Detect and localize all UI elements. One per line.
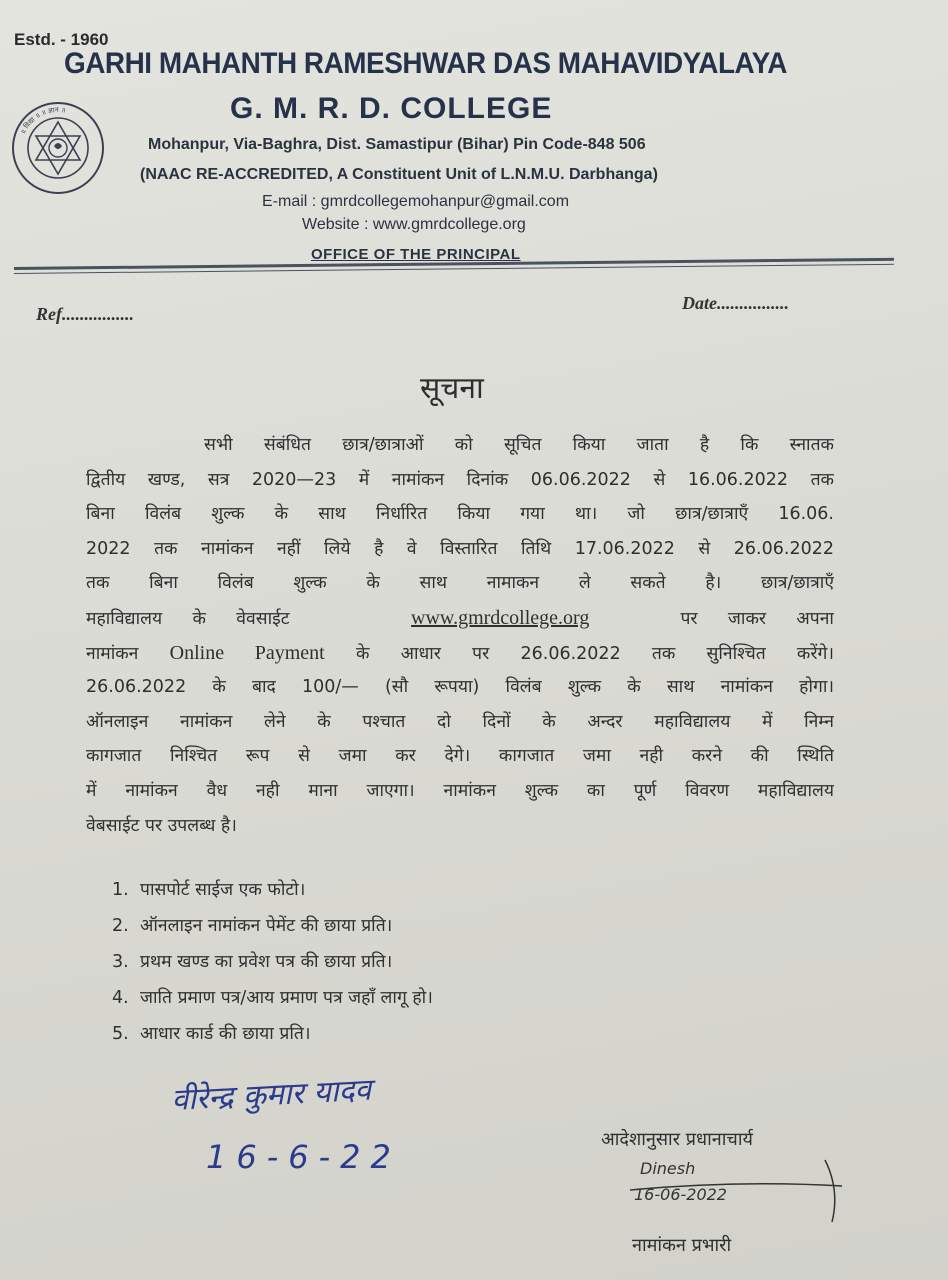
notice-line-text: पर जाकर अपना [680, 608, 834, 629]
list-item-number: 4. [112, 988, 129, 1008]
handwritten-signature-left [168, 1070, 528, 1180]
accreditation-line: (NAAC RE-ACCREDITED, A Constituent Unit of L.N.M.U. Darbhanga) [140, 166, 658, 183]
list-item [112, 1016, 433, 1052]
notice-line-text: नामांकन [86, 643, 139, 664]
signature-date: 16-06-2022 [634, 1185, 727, 1204]
notice-line: तक बिना विलंब शुल्क के साथ नामाकन ले सकते है। छात्र/छात्राएँ [86, 573, 834, 594]
ref-field: Ref................ [36, 304, 134, 324]
email-line: E-mail : gmrdcollegemohanpur@gmail.com [262, 193, 570, 210]
online-payment-text: Online Payment [169, 641, 325, 664]
notice-line: बिना विलंब शुल्क के साथ निर्धारित किया गया था। जो छात्र/छात्राएँ 16.06. [86, 504, 834, 525]
order-of-principal: आदेशानुसार प्रधानाचार्य [601, 1129, 753, 1150]
notice-line: सभी संबंधित छात्र/छात्राओं को सूचित किया जाता है कि स्नातक [204, 435, 834, 455]
established-year: Estd. - 1960 [14, 30, 109, 49]
office-of-principal: OFFICE OF THE PRINCIPAL [311, 246, 521, 263]
list-item [112, 872, 433, 908]
college-emblem-seal-icon [10, 100, 106, 196]
list-item-text: जाति प्रमाण पत्र/आय प्रमाण पत्र जहाँ लागू हो। [140, 988, 433, 1008]
list-item-text: आधार कार्ड की छाया प्रति। [140, 1024, 311, 1044]
svg-text:॥ विद्या ॥ ॥ ज्ञान ॥: ॥ विद्या ॥ ॥ ज्ञान ॥ [19, 105, 67, 136]
handwritten-signature-right [620, 1150, 860, 1230]
notice-line: द्वितीय खण्ड, सत्र 2020—23 में नामांकन दिनांक 06.06.2022 से 16.06.2022 तक [86, 469, 834, 490]
list-item-number: 1. [112, 880, 129, 900]
notice-line: 26.06.2022 के बाद 100/— (सौ रूपया) विलंब शुल्क के साथ नामांकन होगा। [86, 677, 834, 698]
list-item [112, 944, 433, 980]
list-item-text: प्रथम खण्ड का प्रवेश पत्र की छाया प्रति। [140, 952, 393, 972]
notice-line-text: महाविद्यालय के वेवसाईट [86, 608, 290, 629]
college-address: Mohanpur, Via-Baghra, Dist. Samastipur (Bihar) Pin Code-848 506 [148, 136, 646, 153]
list-item-text: ऑनलाइन नामांकन पेमेंट की छाया प्रति। [140, 916, 393, 936]
list-item [112, 908, 433, 944]
notice-line-website [86, 601, 834, 636]
requirements-list [112, 872, 433, 1052]
handwritten-date: 16-6-22 [206, 1138, 401, 1176]
notice-heading: सूचना [420, 371, 484, 406]
notice-line: 2022 तक नामांकन नहीं लिये है वे विस्तारित तिथि 17.06.2022 से 26.06.2022 [86, 538, 834, 559]
notice-line: वेबसाईट पर उपलब्ध है। [86, 815, 237, 836]
date-field: Date................ [682, 293, 789, 313]
notice-line-payment [86, 636, 834, 671]
notice-line: में नामांकन वैध नही माना जाएगा। नामांकन शुल्क का पूर्ण विवरण महाविद्यालय [86, 780, 834, 801]
notice-line: ऑनलाइन नामांकन लेने के पश्चात दो दिनों के अन्दर महाविद्यालय में निम्न [86, 711, 834, 732]
list-item-number: 2. [112, 916, 129, 936]
admission-incharge: नामांकन प्रभारी [632, 1235, 732, 1256]
notice-body [86, 428, 834, 843]
list-item-text: पासपोर्ट साईज एक फोटो। [140, 880, 306, 900]
website-link[interactable]: www.gmrdcollege.org [411, 606, 590, 629]
notice-line: कागजात निश्चित रूप से जमा कर देगे। कागजात जमा नही करने की स्थिति [86, 746, 834, 767]
college-name: GARHI MAHANTH RAMESHWAR DAS MAHAVIDYALAYA [64, 47, 787, 80]
list-item-number: 3. [112, 952, 129, 972]
list-item [112, 980, 433, 1016]
handwritten-name: वीरेन्द्र कुमार यादव [170, 1072, 372, 1118]
signature-text: Dinesh [640, 1159, 696, 1178]
list-item-number: 5. [112, 1024, 129, 1044]
notice-line-text: के आधार पर 26.06.2022 तक सुनिश्चित करेंगे। [355, 643, 834, 664]
website-line: Website : www.gmrdcollege.org [302, 216, 526, 233]
college-short-name: G. M. R. D. COLLEGE [230, 92, 553, 125]
